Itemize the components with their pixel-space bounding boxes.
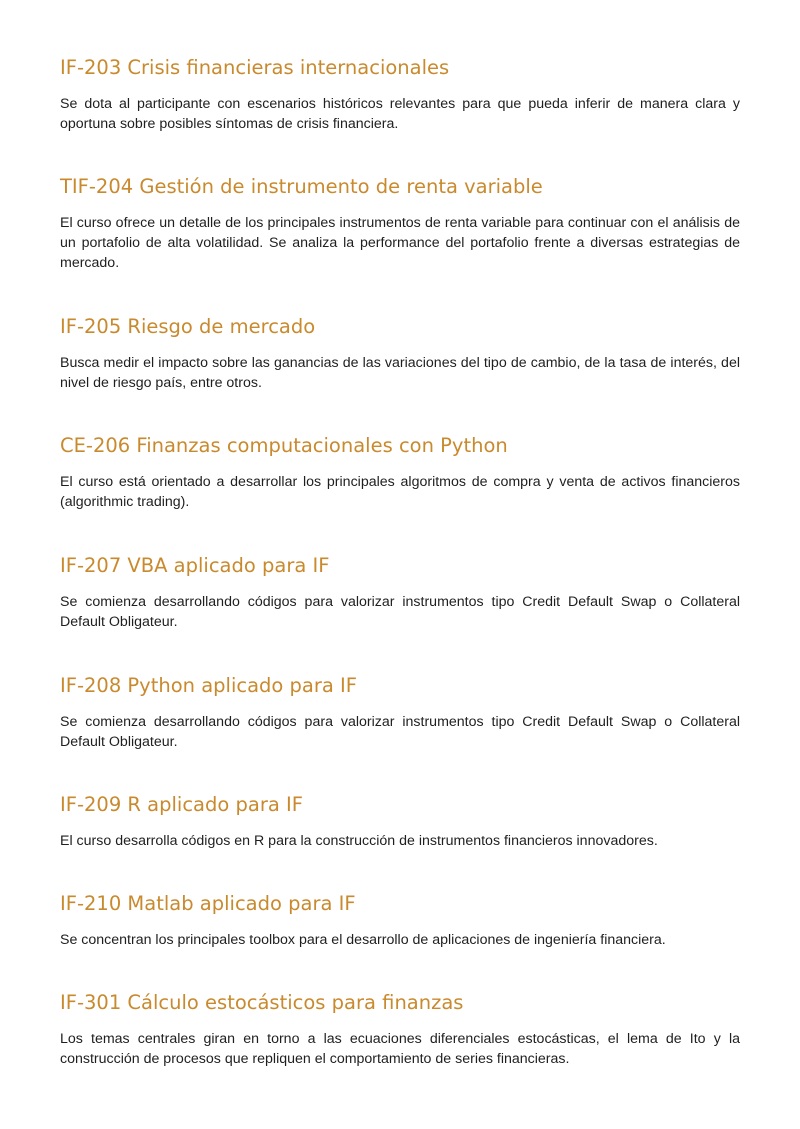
course-description: Los temas centrales giran en torno a las ecuaciones diferenciales estocásticas, el lema de Ito y la construcción de procesos que repliquen el comportamiento de series financieras. [60,1031,740,1067]
course-description: Busca medir el impacto sobre las ganancias de las variaciones del tipo de cambio, de la tasa de interés, del nivel de riesgo país, entre otros. [60,355,740,391]
course-description: El curso ofrece un detalle de los principales instrumentos de renta variable para continuar con el análisis de un portafolio de alta volatilidad. Se analiza la performance del portafolio frente a diversas estrategias de mercado. [60,215,740,271]
course-item-tif-204 [60,175,740,273]
course-description: Se comienza desarrollando códigos para valorizar instrumentos tipo Credit Default Swap o Collateral Default Obligateur. [60,594,740,630]
course-item-if-207 [60,554,740,632]
course-item-if-208 [60,674,740,752]
course-title: IF-205 Riesgo de mercado [60,315,316,338]
course-title: IF-210 Matlab aplicado para IF [60,892,356,915]
course-title: TIF-204 Gestión de instrumento de renta variable [60,175,543,198]
course-item-if-209 [60,793,740,851]
course-title: CE-206 Finanzas computacionales con Python [60,434,508,457]
course-item-if-301 [60,991,740,1069]
course-item-ce-206 [60,434,740,512]
course-description: Se comienza desarrollando códigos para valorizar instrumentos tipo Credit Default Swap o Collateral Default Obligateur. [60,714,740,750]
course-description: Se dota al participante con escenarios históricos relevantes para que pueda inferir de manera clara y oportuna sobre posibles síntomas de crisis financiera. [60,96,740,132]
course-title: IF-208 Python aplicado para IF [60,674,358,697]
course-title: IF-207 VBA aplicado para IF [60,554,330,577]
course-item-if-203 [60,56,740,134]
course-description: El curso está orientado a desarrollar los principales algoritmos de compra y venta de activos financieros (algorithmic trading). [60,474,740,510]
course-title: IF-209 R aplicado para IF [60,793,303,816]
course-description: Se concentran los principales toolbox para el desarrollo de aplicaciones de ingeniería financiera. [60,932,666,948]
course-title: IF-203 Crisis financieras internacionales [60,56,450,79]
course-item-if-205 [60,315,740,393]
course-item-if-210 [60,892,740,950]
course-description: El curso desarrolla códigos en R para la construcción de instrumentos financieros innovadores. [60,833,658,849]
course-title: IF-301 Cálculo estocásticos para finanzas [60,991,464,1014]
